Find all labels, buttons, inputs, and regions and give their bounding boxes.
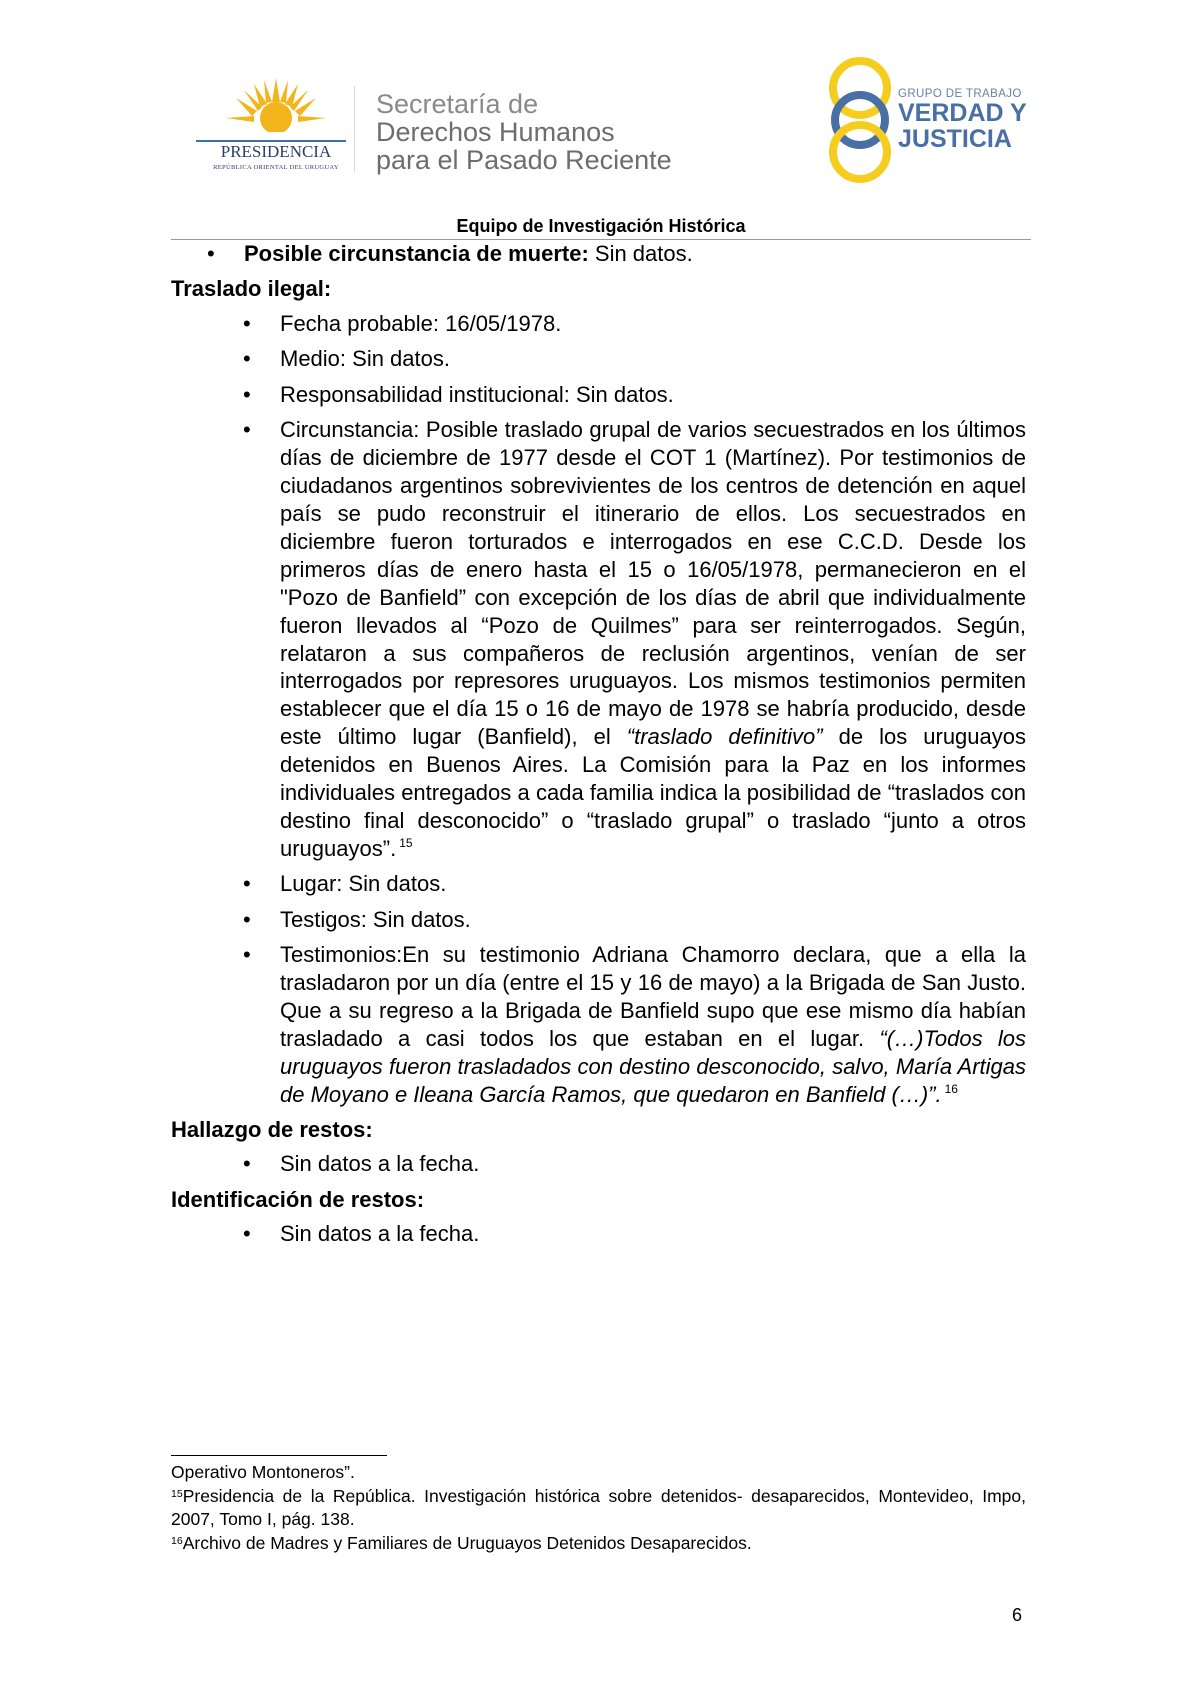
secretaria-logo-text	[376, 90, 672, 174]
bullet-icon: •	[243, 1220, 251, 1246]
list-item-text: Sin datos a la fecha.	[280, 1220, 480, 1246]
traslado-list	[171, 310, 1026, 1109]
list-item-text: Lugar: Sin datos.	[280, 871, 447, 897]
footnote-text: Presidencia de la República. Investigación histórica sobre detenidos- desaparecidos, Montevideo, Impo, 2007, Tomo I, pág. 138.	[171, 1485, 1026, 1529]
bullet-icon: •	[207, 241, 215, 266]
list-item-text: Medio: Sin datos.	[280, 346, 450, 372]
footnote-16	[171, 1532, 1026, 1556]
footnote-text: Archivo de Madres y Familiares de Uruguayos Detenidos Desaparecidos.	[182, 1532, 752, 1553]
list-item-label: Posible circunstancia de muerte:	[244, 241, 589, 266]
list-item	[171, 240, 1026, 268]
list-item-text: Responsabilidad institucional: Sin datos.	[280, 381, 674, 407]
list-item-text: Fecha probable: 16/05/1978.	[280, 310, 562, 336]
section-heading-hallazgo: Hallazgo de restos:	[171, 1117, 373, 1143]
bullet-icon: •	[243, 417, 251, 443]
presidencia-subtitle: REPÚBLICA ORIENTAL DEL URUGUAY	[213, 164, 339, 171]
testimonios-quote: “(…)Todos los uruguayos fueron trasladados con destino desconocido, salvo, María Artigas de Moyano e Ileana García Ramos, que quedaron en Banfield (…)”.	[280, 1026, 1026, 1107]
section-heading-identificacion: Identificación de restos:	[171, 1186, 425, 1212]
vj-group-label: GRUPO DE TRABAJO	[898, 88, 1022, 100]
footnote-ref: 15	[399, 835, 413, 850]
footnote-ref: 16	[944, 1081, 958, 1096]
hallazgo-list	[171, 1150, 1026, 1178]
circunstancia-italic: “traslado definitivo”	[626, 724, 823, 750]
list-item	[171, 870, 1026, 898]
bullet-icon: •	[243, 906, 251, 932]
sun-emblem-icon	[196, 76, 356, 142]
footnotes	[171, 1461, 1026, 1555]
footnote-number: 16	[171, 1534, 183, 1547]
bullet-icon: •	[243, 346, 251, 372]
list-item-text: Sin datos a la fecha.	[280, 1151, 480, 1177]
list-item	[171, 1150, 1026, 1178]
secretaria-line-2: Derechos Humanos	[376, 117, 615, 147]
list-item-value: Sin datos.	[588, 241, 693, 266]
list-item	[171, 1220, 1026, 1248]
bullet-icon: •	[243, 871, 251, 897]
bullet-icon: •	[243, 381, 251, 407]
footnote-number: 15	[171, 1487, 183, 1500]
secretaria-line-1: Secretaría de	[376, 89, 539, 119]
footnote-15	[171, 1485, 1026, 1532]
page-number: 6	[1012, 1605, 1023, 1625]
presidencia-name: PRESIDENCIA	[220, 142, 332, 161]
document-body	[171, 240, 1026, 1255]
secretaria-line-3: para el Pasado Reciente	[376, 145, 672, 175]
testimonios-text: Testimonios:En su testimonio Adriana Chamorro declara, que a ella la trasladaron por un día (entre el 15 y 16 de mayo) a la Brigada de San Justo. Que a su regreso a la Brigada de Banfield supo que ese mismo día habían trasladado a casi todos los que estaban en el lugar.	[280, 942, 1026, 1052]
list-item	[171, 906, 1026, 934]
running-head: Equipo de Investigación Histórica	[456, 216, 746, 236]
identificacion-list	[171, 1220, 1026, 1248]
bullet-icon: •	[243, 942, 251, 968]
bullet-icon: •	[243, 1151, 251, 1177]
circunstancia-text: Circunstancia: Posible traslado grupal de varios secuestrados en los últimos días de diciembre de 1977 desde el COT 1 (Martínez). Por testimonios de ciudadanos argentinos sobrevivientes de los centros de detención en aquel país se pudo reconstruir el itinerario de ellos. Los secuestrados en diciembre fueron torturados e interrogados en ese C.C.D. Desde los primeros días de enero hasta el 15 o 16/05/1978, permanecieron en el "Pozo de Banfield” con excepción de los días de abril que individualmente fueron llevados al “Pozo de Quilmes” para ser reinterrogados. Según, relataron a sus compañeros de reclusión argentinos, venían de ser interrogados por represores uruguayos. Los mismos testimonios permiten establecer que el día 15 o 16 de mayo de 1978 se habría producido, desde este último lugar (Banfield), el	[280, 417, 1026, 750]
presidencia-logo	[196, 76, 364, 176]
list-item	[171, 416, 1026, 863]
bullet-icon: •	[243, 310, 251, 336]
verdad-justicia-logo	[822, 56, 1032, 184]
vj-title-line-1: VERDAD Y	[898, 99, 1027, 127]
section-heading-traslado: Traslado ilegal:	[171, 275, 332, 301]
circunstancia-text-end: de los uruguayos detenidos en Buenos Aires. La Comisión para la Paz en los informes individuales entregados a cada familia indica la posibilidad de “traslados con destino final desconocido” o “traslado grupal” o traslado “junto a otros uruguayos”.	[280, 724, 1027, 861]
list-item	[171, 381, 1026, 409]
vj-title-line-2: JUSTICIA	[898, 125, 1012, 153]
footnote-rule	[171, 1455, 387, 1456]
list-item	[171, 941, 1026, 1108]
list-item	[171, 345, 1026, 373]
footnote-continued: Operativo Montoneros”.	[171, 1462, 355, 1482]
header-divider	[354, 86, 355, 172]
list-item	[171, 310, 1026, 338]
list-item-text: Testigos: Sin datos.	[280, 906, 471, 932]
linked-rings-icon	[822, 56, 898, 184]
